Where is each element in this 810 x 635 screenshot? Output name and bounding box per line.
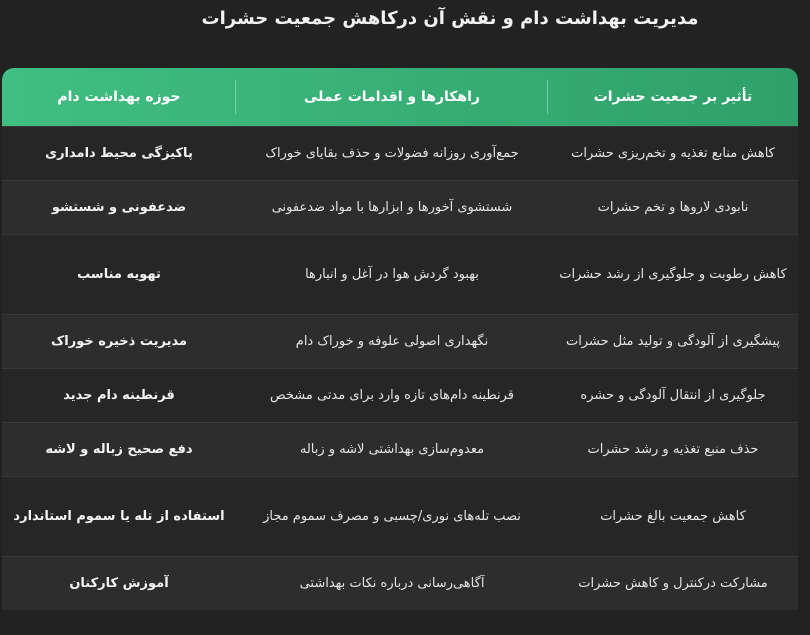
cell-action: قرنطینه دام‌های تازه وارد برای مدتی مشخص: [269, 387, 515, 403]
cell-effect: نابودی لاروها و تخم حشرات: [597, 199, 749, 215]
cell-effect: جلوگیری از انتقال آلودگی و حشره: [580, 387, 766, 403]
cell-effect: کاهش جمعیت بالغ حشرات: [600, 508, 746, 524]
cell-area: مدیریت ذخیره خوراک: [50, 333, 188, 349]
table-row: [2, 314, 798, 368]
table-row: [2, 368, 798, 422]
table-container: [2, 68, 798, 635]
cell-effect: مشارکت درکنترل و کاهش حشرات: [578, 575, 768, 591]
cell-area: تهویه مناسب: [77, 266, 161, 282]
header-area: حوزه بهداشت دام: [2, 68, 236, 126]
cell-action: نصب تله‌های نوری/چسبی و مصرف سموم مجاز: [263, 508, 521, 524]
page-title: مدیریت بهداشت دام و نقش آن درکاهش جمعیت حشرات: [201, 8, 699, 29]
cell-effect: کاهش رطوبت و جلوگیری از رشد حشرات: [559, 266, 787, 282]
cell-area: قرنطینه دام جدید: [63, 387, 175, 403]
data-table: [2, 68, 798, 610]
header-effect: تأثیر بر جمعیت حشرات: [593, 88, 753, 105]
table-row: [2, 180, 798, 234]
cell-effect: پیشگیری از آلودگی و تولید مثل حشرات: [565, 333, 781, 349]
table-header-row: [2, 68, 798, 126]
cell-action: معدوم‌سازی بهداشتی لاشه و زباله: [299, 441, 485, 457]
cell-action: نگهداری اصولی علوفه و خوراک دام: [295, 333, 489, 349]
table-row: [2, 126, 798, 180]
table-row: [2, 476, 798, 556]
cell-action: جمع‌آوری روزانه فضولات و حذف بقایای خوراک: [265, 145, 519, 161]
cell-effect: حذف منبع تغذیه و رشد حشرات: [587, 441, 759, 457]
cell-action: شستشوی آخورها و ابزارها با مواد ضدعفونی: [271, 199, 513, 215]
table-row: [2, 234, 798, 314]
cell-effect: کاهش منابع تغذیه و تخم‌ریزی حشرات: [571, 145, 775, 161]
cell-action: بهبود گردش هوا در آغل و انبارها: [305, 266, 479, 282]
table-row: [2, 556, 798, 610]
cell-area: استفاده از تله یا سموم استاندارد: [13, 508, 225, 524]
cell-action: آگاهی‌رسانی درباره نکات بهداشتی: [299, 575, 485, 591]
header-action: راهکارها و اقدامات عملی: [236, 68, 548, 126]
cell-area: پاکیزگی محیط دامداری: [45, 145, 193, 161]
cell-area: ضدعفونی و شستشو: [51, 199, 187, 215]
cell-area: دفع صحیح زباله و لاشه: [45, 441, 193, 457]
table-row: [2, 422, 798, 476]
cell-area: آموزش کارکنان: [69, 575, 169, 591]
